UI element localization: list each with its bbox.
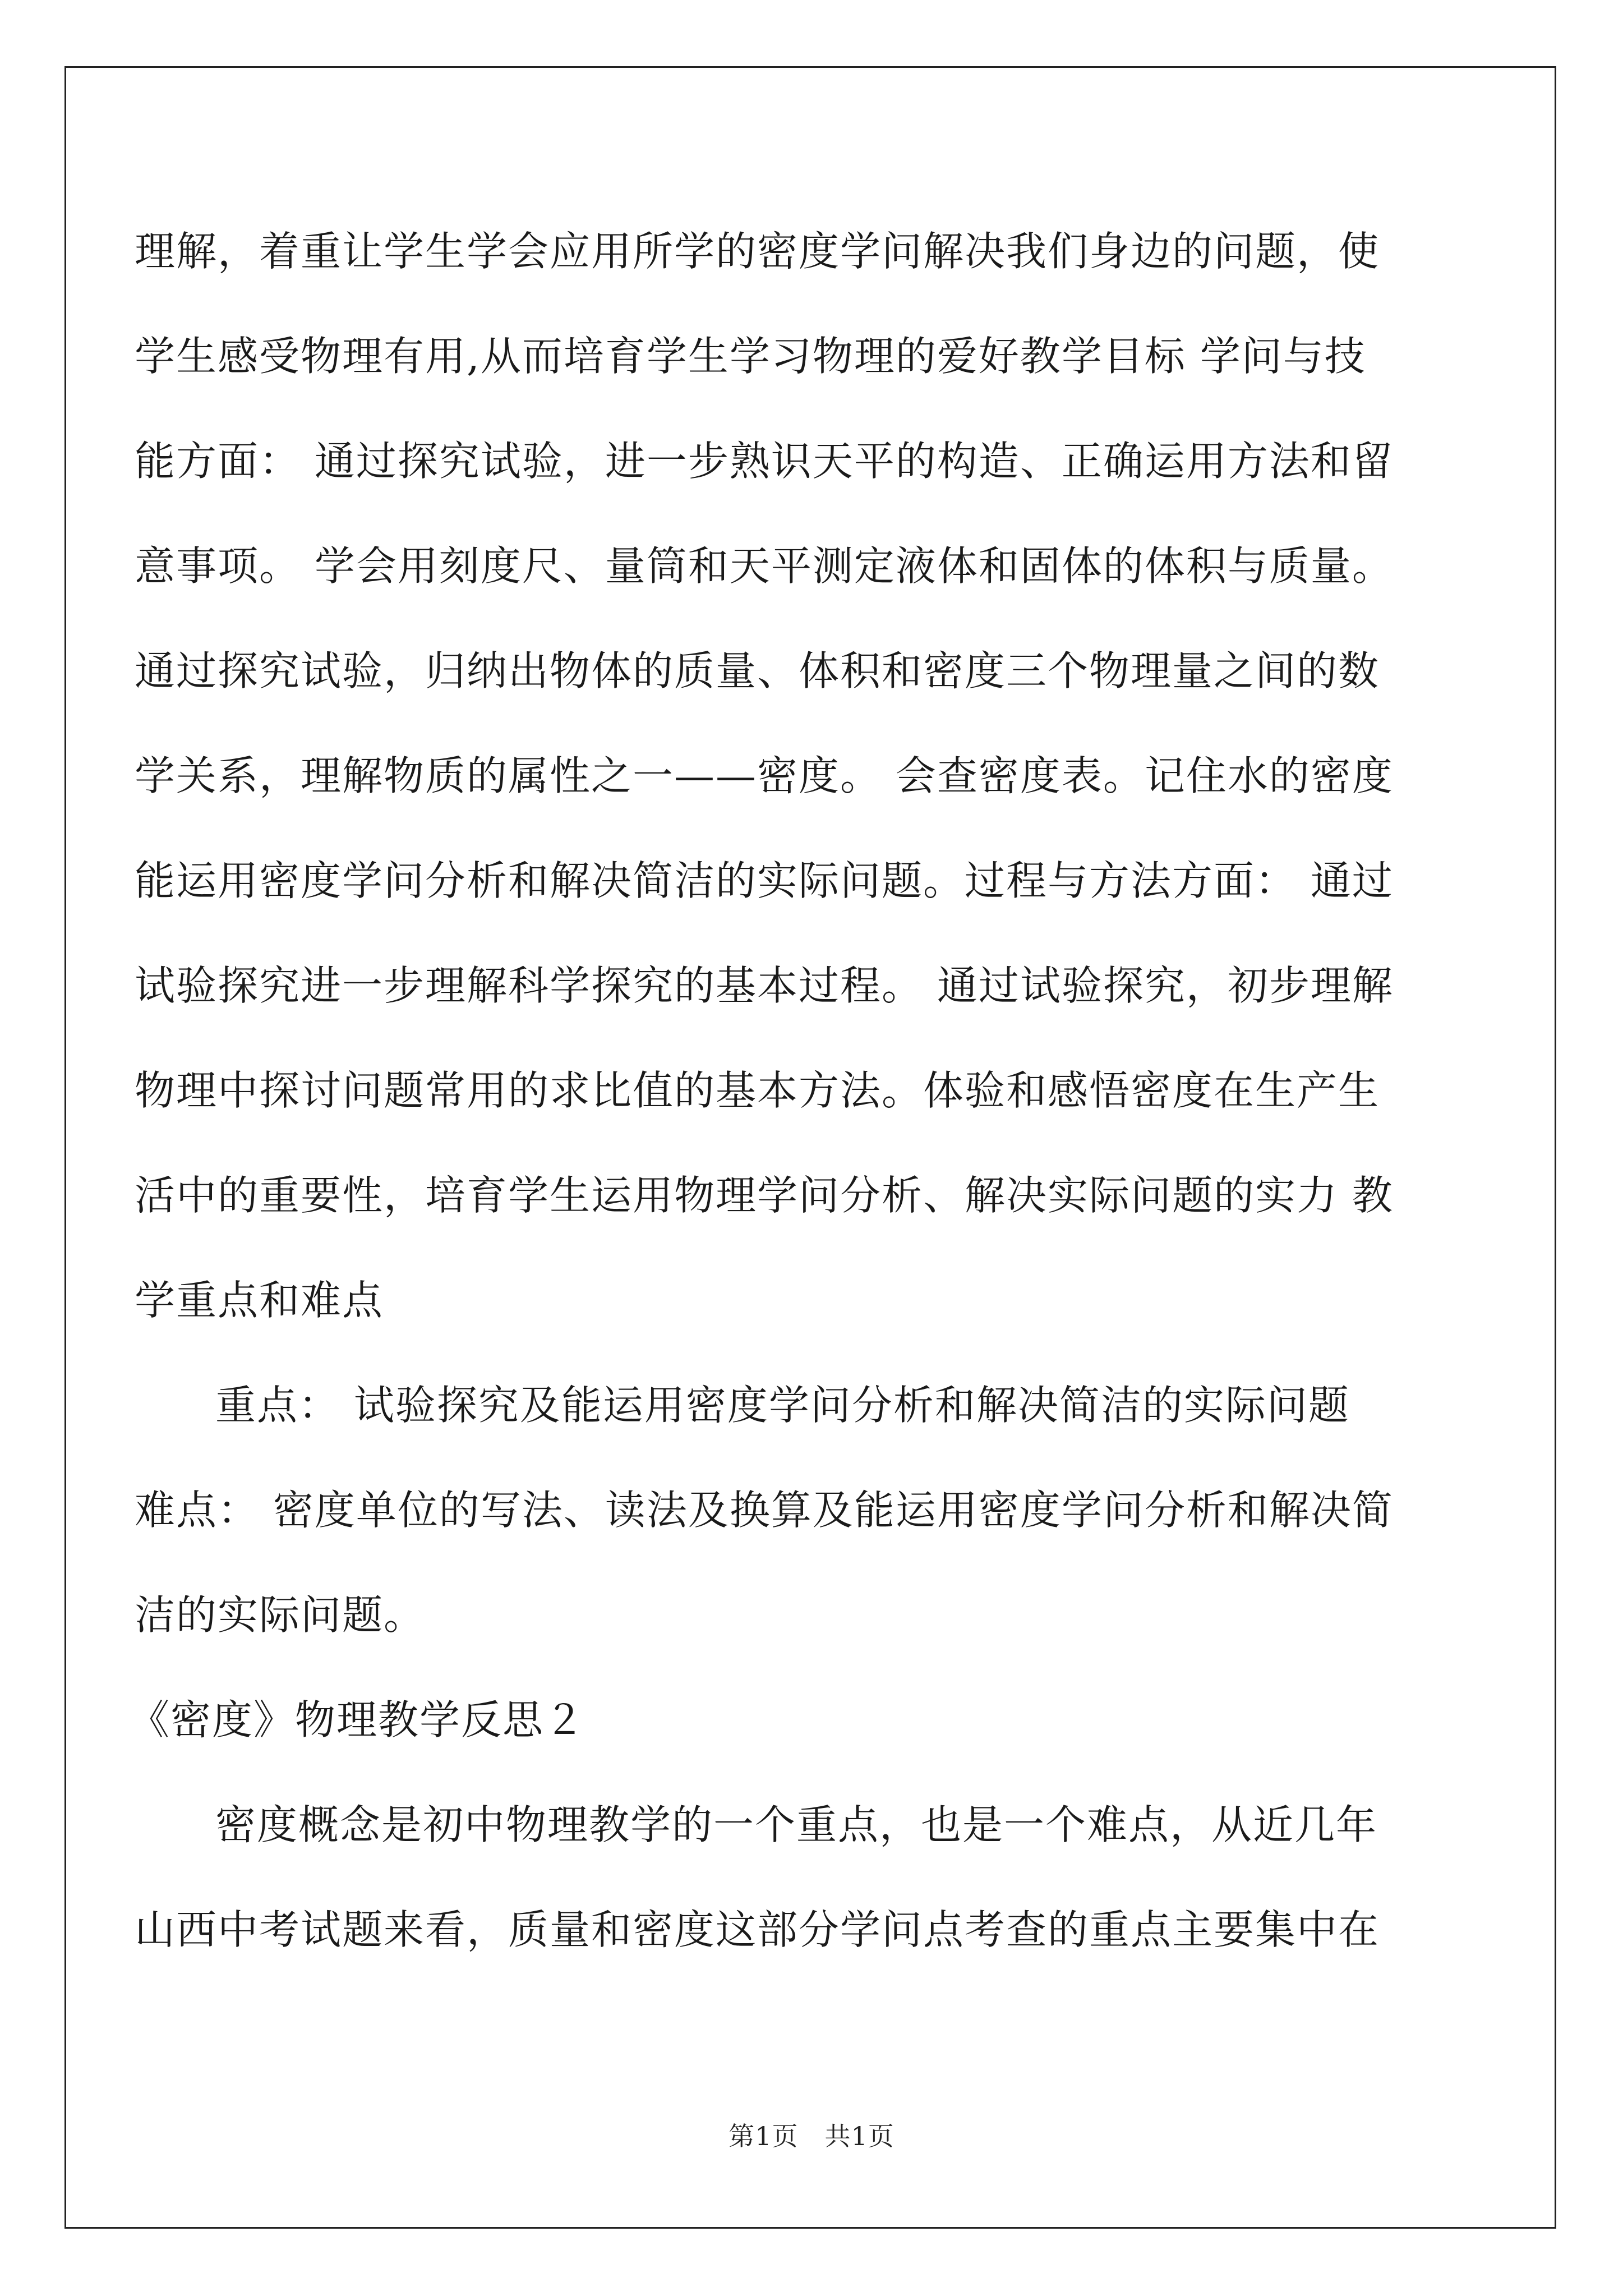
text-line: 通过探究试验，归纳出物体的质量、体积和密度三个物理量之间的数 — [135, 647, 1380, 694]
paragraph-reflection — [135, 1773, 1497, 1982]
text-line: 学关系，理解物质的属性之一——密度。 会查密度表。记住水的密度 — [135, 752, 1394, 799]
text-line: 重点： 试验探究及能运用密度学问分析和解决简洁的实际问题 — [215, 1382, 1350, 1429]
text-line: 理解，着重让学生学会应用所学的密度学问解决我们身边的问题，使 — [135, 228, 1380, 275]
text-line: 活中的重要性，培育学生运用物理学问分析、解决实际问题的实力 教 — [135, 1172, 1394, 1219]
paragraph-key-points — [135, 1353, 1497, 1668]
paragraph-objectives — [135, 199, 1497, 1353]
text-line: 山西中考试题来看，质量和密度这部分学问点考查的重点主要集中在 — [135, 1906, 1380, 1953]
page-number-label: 第1页 共1页 — [728, 2121, 895, 2151]
text-line: 难点： 密度单位的写法、读法及换算及能运用密度学问分析和解决简 — [135, 1487, 1394, 1534]
heading-text: 《密度》物理教学反思２ — [129, 1696, 586, 1743]
text-line: 意事项。 学会用刻度尺、量筒和天平测定液体和固体的体积与质量。 — [135, 542, 1394, 590]
text-line: 密度概念是初中物理教学的一个重点，也是一个难点，从近几年 — [215, 1801, 1378, 1848]
text-line: 能方面： 通过探究试验，进一步熟识天平的构造、正确运用方法和留 — [135, 438, 1394, 485]
page-footer — [0, 2116, 1623, 2153]
text-line: 试验探究进一步理解科学探究的基本过程。 通过试验探究，初步理解 — [135, 962, 1394, 1009]
text-line: 学重点和难点 — [135, 1277, 384, 1324]
section-heading — [129, 1668, 1497, 1773]
text-line: 洁的实际问题。 — [135, 1591, 426, 1639]
document-body — [129, 199, 1497, 1982]
text-line: 物理中探讨问题常用的求比值的基本方法。体验和感悟密度在生产生 — [135, 1067, 1380, 1114]
text-line: 学生感受物理有用,从而培育学生学习物理的爱好教学目标 学问与技 — [135, 333, 1366, 380]
text-line: 能运用密度学问分析和解决简洁的实际问题。过程与方法方面： 通过 — [135, 857, 1394, 904]
